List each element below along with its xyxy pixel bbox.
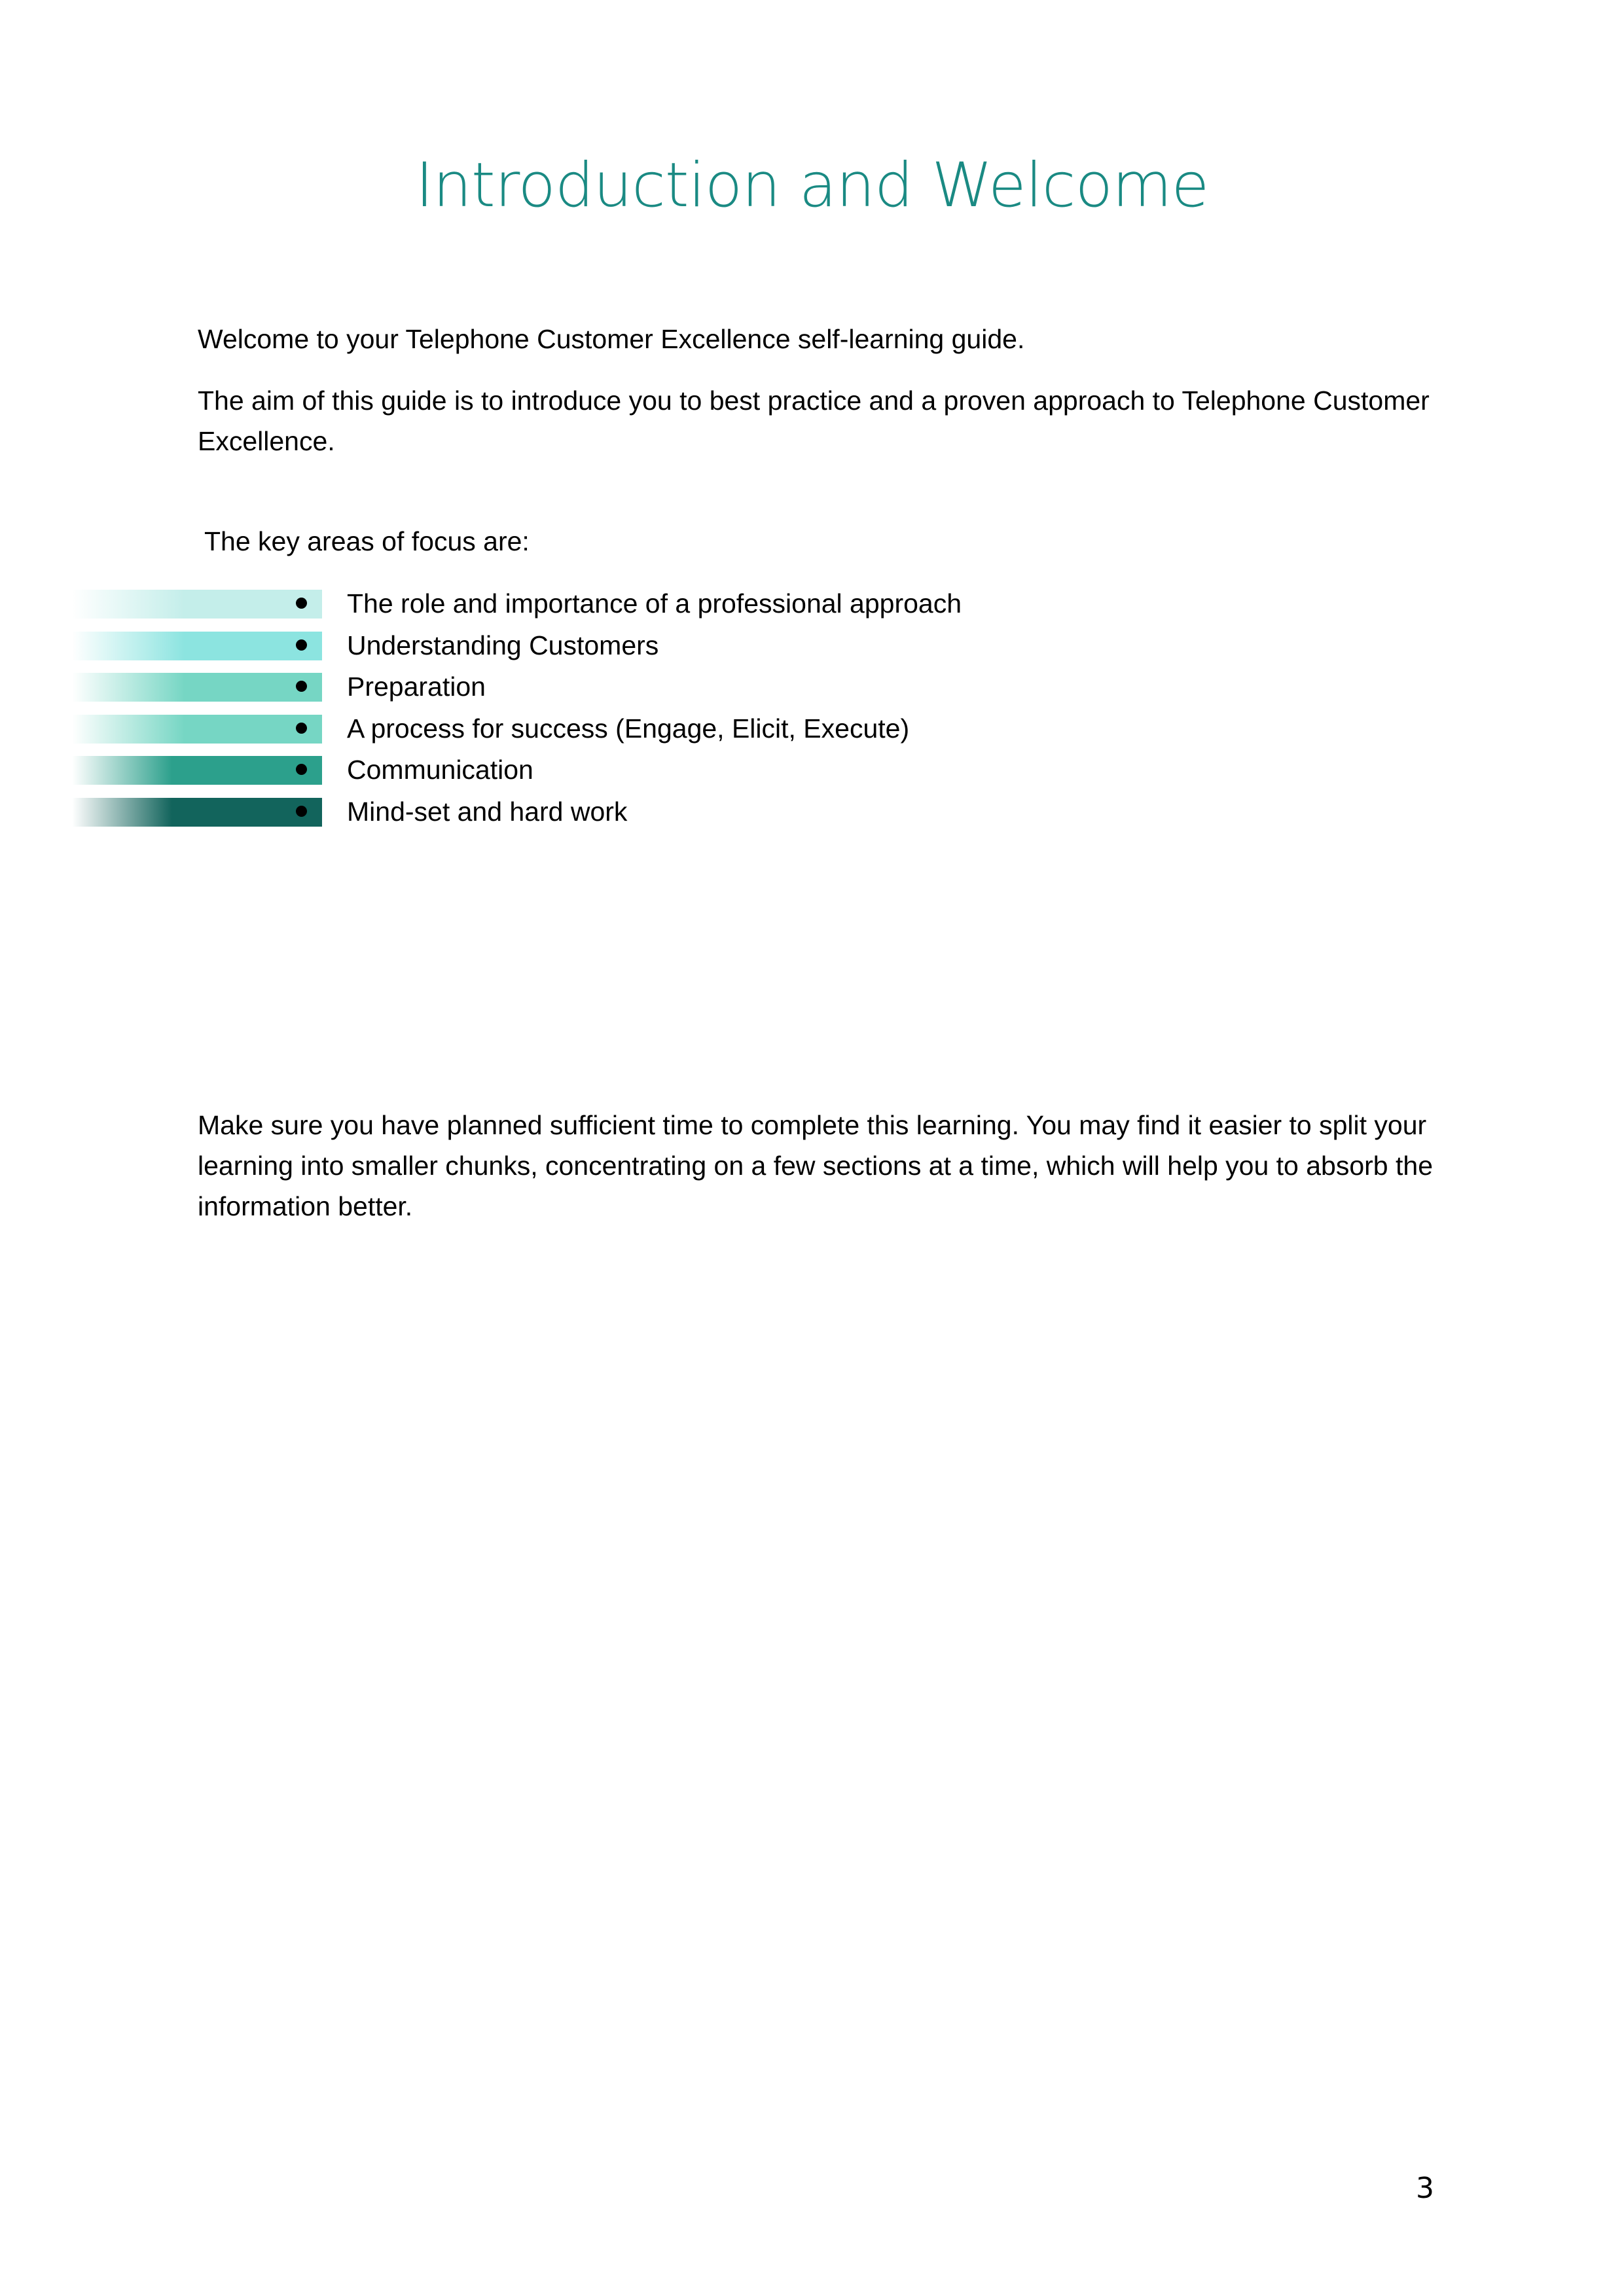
key-areas-intro: The key areas of focus are: [204,526,530,556]
bullet-icon [296,598,307,609]
planning-paragraph: Make sure you have planned sufficient time to complete this learning. You may find it easier to split your learning into smaller chunks, concentrating on a few sections at a time, which will help you to absorb the information better. [198,1110,1434,1221]
decorative-bar [72,632,322,660]
list-item [0,749,1624,791]
list-item [0,625,1624,667]
decorative-bar [72,798,322,827]
aim-paragraph: The aim of this guide is to introduce you to best practice and a proven approach to Telephone Customer Excellence. [198,386,1430,456]
decorative-bar [72,673,322,702]
page-title: Introduction and Welcome [415,150,1209,221]
list-item-label: A process for success (Engage, Elicit, Execute) [347,713,910,744]
decorative-bar [72,756,322,785]
decorative-bar [72,715,322,744]
list-item-label: Understanding Customers [347,630,659,660]
bullet-icon [296,806,307,817]
list-item-label: Preparation [347,672,486,702]
bullet-icon [296,764,307,775]
list-item-label: Mind-set and hard work [347,796,628,827]
bullet-icon [296,723,307,734]
list-item-label: Communication [347,755,533,785]
list-item-label: The role and importance of a professional approach [347,588,962,619]
bullet-icon [296,639,307,651]
bullet-icon [296,681,307,692]
list-item [0,666,1624,708]
welcome-paragraph: Welcome to your Telephone Customer Excellence self-learning guide. [198,324,1025,354]
list-item [0,583,1624,625]
page-number: 3 [1416,2172,1434,2205]
key-areas-list [0,583,1624,833]
decorative-bar [72,590,322,619]
list-item [0,791,1624,833]
list-item [0,708,1624,750]
